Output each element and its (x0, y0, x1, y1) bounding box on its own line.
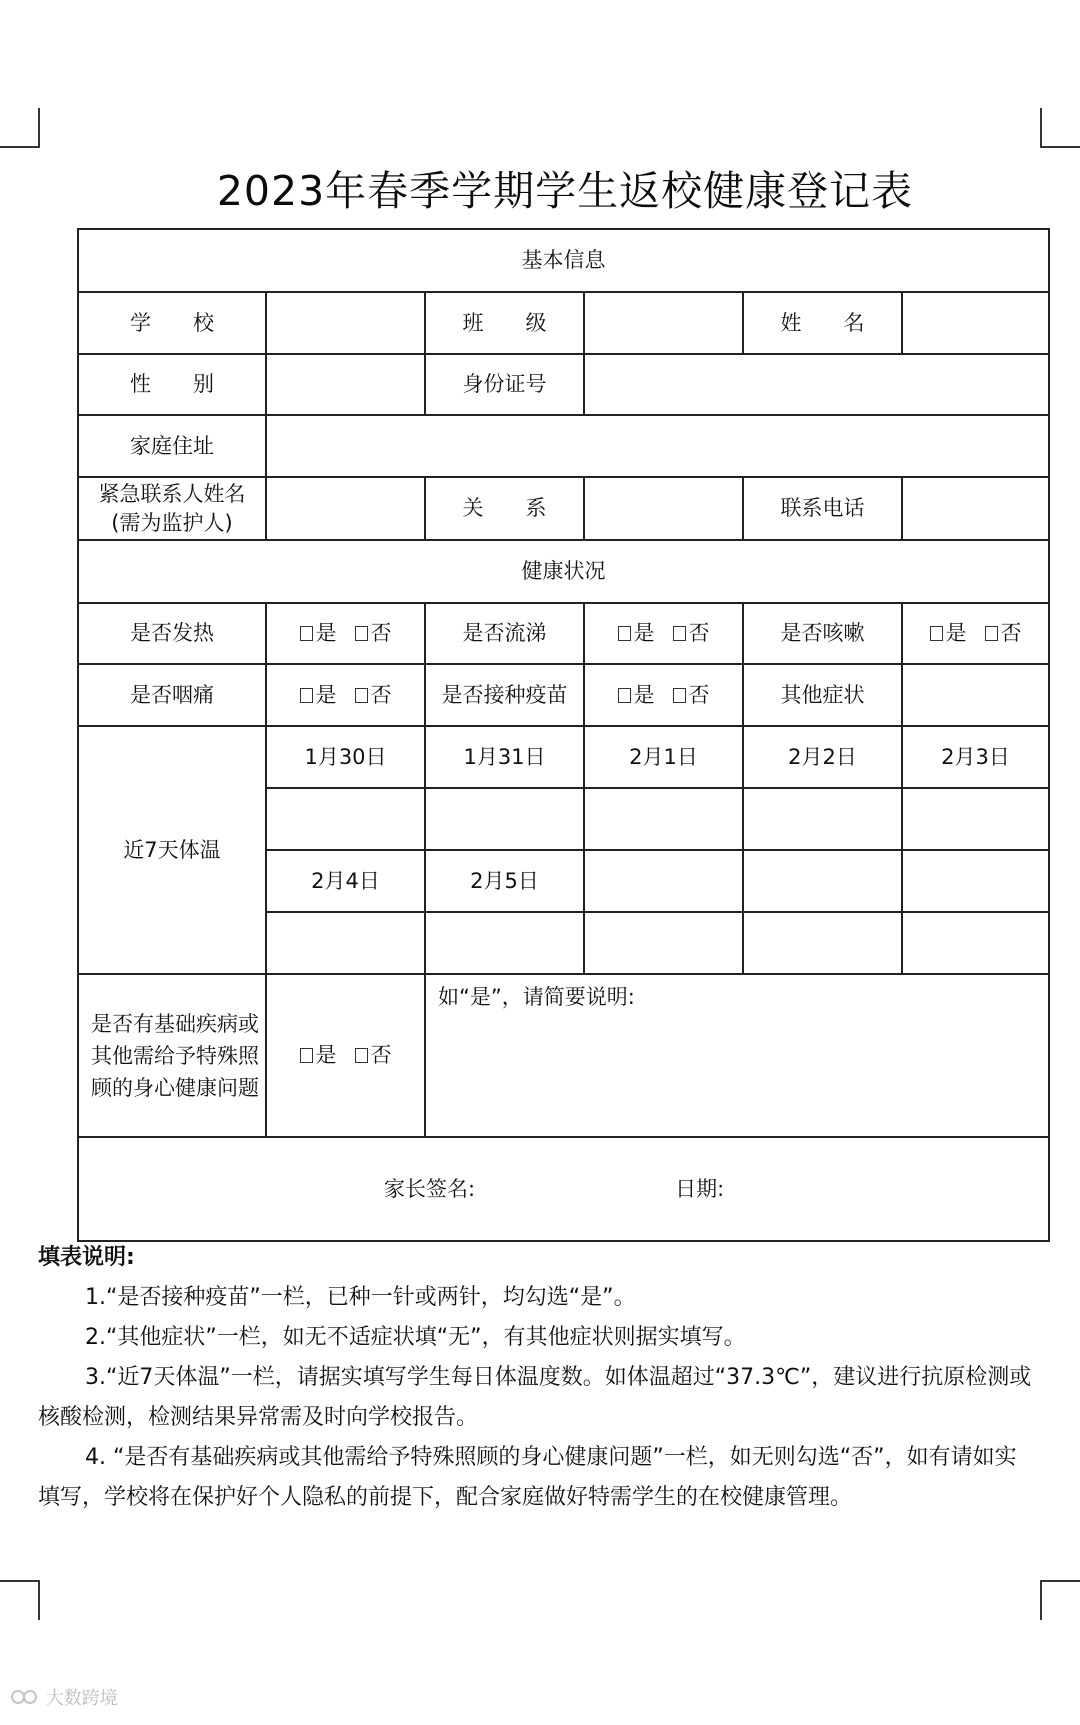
input-address[interactable] (266, 415, 1049, 477)
input-gender[interactable] (266, 354, 425, 415)
no-label: 否 (370, 682, 392, 707)
runny-nose-yes-checkbox[interactable] (618, 626, 631, 641)
form-title: 2023年春季学期学生返校健康登记表 (216, 167, 914, 215)
empty-cell (743, 912, 902, 974)
condition-yes-checkbox[interactable] (300, 1048, 313, 1063)
vaccinated-yes-checkbox[interactable] (618, 688, 631, 703)
temperature-input[interactable] (902, 788, 1049, 850)
fever-options (266, 603, 425, 664)
instruction-item: 1.“是否接种疫苗”一栏，已种一针或两针，均勾选“是”。 (85, 1285, 636, 1310)
input-school[interactable] (266, 292, 425, 354)
label-name: 姓 名 (743, 292, 902, 354)
label-gender: 性 别 (78, 354, 266, 415)
emergency-contact-line1: 紧急联系人姓名 (98, 481, 246, 506)
date-cell: 1月31日 (425, 726, 584, 788)
empty-cell (902, 850, 1049, 912)
date-cell: 2月3日 (902, 726, 1049, 788)
temperature-input[interactable] (266, 788, 425, 850)
temperature-input[interactable] (425, 788, 584, 850)
fever-yes-checkbox[interactable] (300, 626, 313, 641)
cough-yes-checkbox[interactable] (930, 626, 943, 641)
watermark-logo-icon (10, 1687, 40, 1707)
vaccinated-no-checkbox[interactable] (673, 688, 686, 703)
label-relation: 关 系 (425, 477, 584, 540)
label-underlying-condition: 是否有基础疾病或其他需给予特殊照顾的身心健康问题 (78, 974, 266, 1137)
fever-no-checkbox[interactable] (355, 626, 368, 641)
signature-date-label: 日期: (675, 1176, 725, 1201)
label-address: 家庭住址 (78, 415, 266, 477)
date-cell: 1月30日 (266, 726, 425, 788)
empty-cell (902, 912, 1049, 974)
temperature-input[interactable] (584, 788, 743, 850)
label-emergency-contact (78, 477, 266, 540)
input-phone[interactable] (902, 477, 1049, 540)
temperature-input[interactable] (266, 912, 425, 974)
runny-nose-options (584, 603, 743, 664)
date-cell: 2月4日 (266, 850, 425, 912)
label-id-number: 身份证号 (425, 354, 584, 415)
condition-description-field[interactable] (425, 974, 1049, 1137)
section-health-status: 健康状况 (78, 540, 1049, 603)
empty-cell (584, 850, 743, 912)
no-label: 否 (688, 682, 710, 707)
input-name[interactable] (902, 292, 1049, 354)
instructions (38, 1238, 1038, 1518)
date-cell: 2月5日 (425, 850, 584, 912)
signature-row (78, 1137, 1049, 1241)
yes-label: 是 (633, 682, 655, 707)
no-label: 否 (1000, 621, 1022, 645)
label-other-symptoms: 其他症状 (743, 664, 902, 726)
temperature-input[interactable] (425, 912, 584, 974)
watermark-text: 大数跨境 (45, 1688, 118, 1709)
input-class[interactable] (584, 292, 743, 354)
input-other-symptoms[interactable] (902, 664, 1049, 726)
condition-no-checkbox[interactable] (355, 1048, 368, 1063)
runny-nose-no-checkbox[interactable] (673, 626, 686, 641)
cough-no-checkbox[interactable] (985, 626, 998, 641)
label-school: 学 校 (78, 292, 266, 354)
no-label: 否 (370, 621, 392, 645)
label-vaccinated: 是否接种疫苗 (425, 664, 584, 726)
section-basic-info: 基本信息 (78, 229, 1049, 292)
label-class: 班 级 (425, 292, 584, 354)
crop-mark-bottom-left (0, 1580, 40, 1620)
yes-label: 是 (633, 621, 655, 645)
crop-mark-top-right (1040, 108, 1080, 148)
yes-label: 是 (945, 621, 967, 645)
label-sore-throat: 是否咽痛 (78, 664, 266, 726)
parent-signature-label: 家长签名: (384, 1176, 476, 1201)
sore-throat-yes-checkbox[interactable] (300, 688, 313, 703)
crop-mark-bottom-right (1040, 1580, 1080, 1620)
sore-throat-options (266, 664, 425, 726)
health-registration-form (77, 228, 1050, 1242)
sore-throat-no-checkbox[interactable] (355, 688, 368, 703)
instructions-heading: 填表说明: (38, 1245, 135, 1270)
input-emergency-contact[interactable] (266, 477, 425, 540)
crop-mark-top-left (0, 108, 40, 148)
date-cell: 2月2日 (743, 726, 902, 788)
date-cell: 2月1日 (584, 726, 743, 788)
emergency-contact-line2: (需为监护人) (111, 510, 233, 535)
instruction-item: 2.“其他症状”一栏，如无不适症状填“无”，有其他症状则据实填写。 (85, 1325, 746, 1350)
yes-label: 是 (315, 1043, 337, 1067)
no-label: 否 (370, 1043, 392, 1067)
input-id-number[interactable] (584, 354, 1049, 415)
input-relation[interactable] (584, 477, 743, 540)
vaccinated-options (584, 664, 743, 726)
temperature-input[interactable] (743, 788, 902, 850)
yes-label: 是 (315, 682, 337, 707)
condition-note-prompt: 如“是”，请简要说明: (438, 985, 635, 1009)
label-fever: 是否发热 (78, 603, 266, 664)
condition-options (266, 974, 425, 1137)
label-7day-temperature: 近7天体温 (78, 726, 266, 974)
cough-options (902, 603, 1049, 664)
instruction-item: 3.“近7天体温”一栏，请据实填写学生每日体温度数。如体温超过“37.3℃”，建议进行抗原检测或核酸检测，检测结果异常需及时向学校报告。 (38, 1365, 1032, 1430)
watermark (10, 1684, 118, 1710)
instruction-item: 4. “是否有基础疾病或其他需给予特殊照顾的身心健康问题”一栏，如无则勾选“否”，如有请如实填写，学校将在保护好个人隐私的前提下，配合家庭做好特需学生的在校健康管理。 (38, 1445, 1017, 1510)
label-phone: 联系电话 (743, 477, 902, 540)
label-cough: 是否咳嗽 (743, 603, 902, 664)
empty-cell (584, 912, 743, 974)
yes-label: 是 (315, 621, 337, 645)
no-label: 否 (688, 621, 710, 645)
label-runny-nose: 是否流涕 (425, 603, 584, 664)
empty-cell (743, 850, 902, 912)
